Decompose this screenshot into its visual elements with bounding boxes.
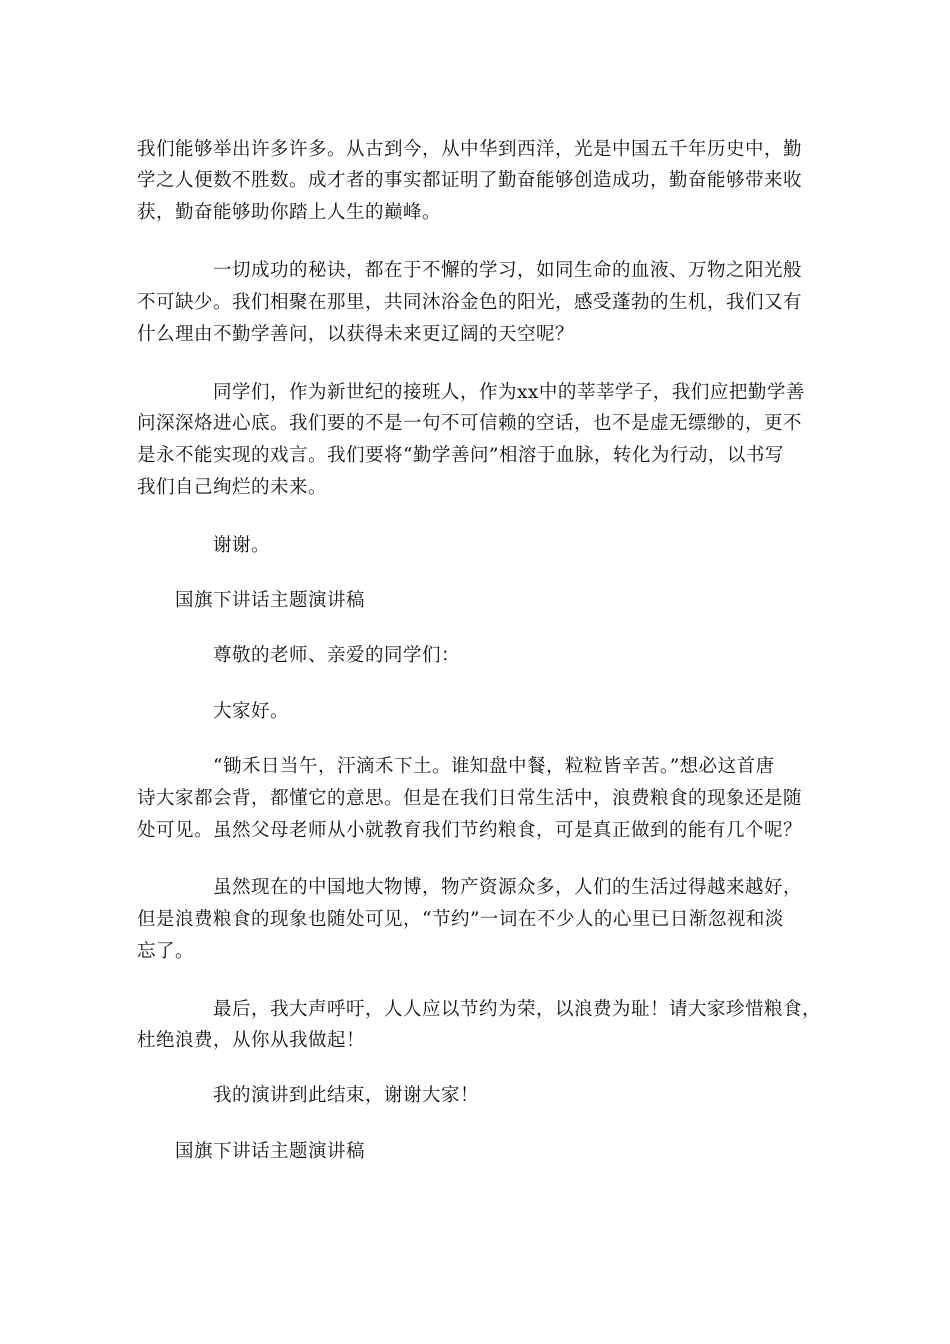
paragraph-2-line-2: 不可缺少。我们相聚在那里，共同沐浴金色的阳光，感受蓬勃的生机，我们又有 bbox=[137, 292, 803, 313]
paragraph-6-line-2: 杜绝浪费，从你从我做起！ bbox=[137, 1030, 366, 1051]
paragraph-3-line-4: 我们自己绚烂的未来。 bbox=[137, 477, 328, 498]
paragraph-4-line-3: 处可见。虽然父母老师从小就教育我们节约粮食，可是真正做到的能有几个呢？ bbox=[137, 820, 803, 841]
paragraph-3-line-2: 问深深烙进心底。我们要的不是一句不可信赖的空话，也不是虚无缥缈的，更不 bbox=[137, 413, 803, 434]
paragraph-5-line-2: 但是浪费粮食的现象也随处可见，“节约”一词在不少人的心里已日渐忽视和淡 bbox=[137, 909, 784, 930]
paragraph-4-line-2: 诗大家都会背，都懂它的意思。但是在我们日常生活中，浪费粮食的现象还是随 bbox=[137, 788, 803, 809]
paragraph-2-line-1: 一切成功的秘诀，都在于不懈的学习，如同生命的血液、万物之阳光般 bbox=[213, 260, 803, 281]
paragraph-1-line-3: 获，勤奋能够助你踏上人生的巅峰。 bbox=[137, 202, 442, 223]
paragraph-1-line-1: 我们能够举出许多许多。从古到今，从中华到西洋，光是中国五千年历史中，勤 bbox=[137, 139, 803, 160]
paragraph-3-line-1: 同学们，作为新世纪的接班人，作为xx中的莘莘学子，我们应把勤学善 bbox=[213, 382, 805, 403]
paragraph-6-line-1: 最后，我大声呼吁，人人应以节约为荣，以浪费为耻！请大家珍惜粮食， bbox=[213, 999, 822, 1020]
paragraph-2-line-3: 什么理由不勤学善问，以获得未来更辽阔的天空呢？ bbox=[137, 324, 575, 345]
section-title-2: 国旗下讲话主题演讲稿 bbox=[175, 1141, 366, 1162]
paragraph-4-line-1: “锄禾日当午，汗滴禾下土。谁知盘中餐，粒粒皆辛苦。”想必这首唐 bbox=[213, 756, 775, 777]
paragraph-1-line-2: 学之人便数不胜数。成才者的事实都证明了勤奋能够创造成功，勤奋能够带来收 bbox=[137, 170, 803, 191]
closing-line: 我的演讲到此结束，谢谢大家！ bbox=[213, 1085, 480, 1106]
greeting: 大家好。 bbox=[213, 701, 290, 722]
thanks-line: 谢谢。 bbox=[213, 535, 271, 556]
paragraph-3-line-3: 是永不能实现的戏言。我们要将“勤学善问”相溶于血脉，转化为行动，以书写 bbox=[137, 445, 784, 466]
salutation: 尊敬的老师、亲爱的同学们： bbox=[213, 645, 461, 666]
paragraph-5-line-3: 忘了。 bbox=[137, 941, 195, 962]
paragraph-5-line-1: 虽然现在的中国地大物博，物产资源众多，人们的生活过得越来越好， bbox=[213, 877, 803, 898]
section-title: 国旗下讲话主题演讲稿 bbox=[175, 590, 366, 611]
